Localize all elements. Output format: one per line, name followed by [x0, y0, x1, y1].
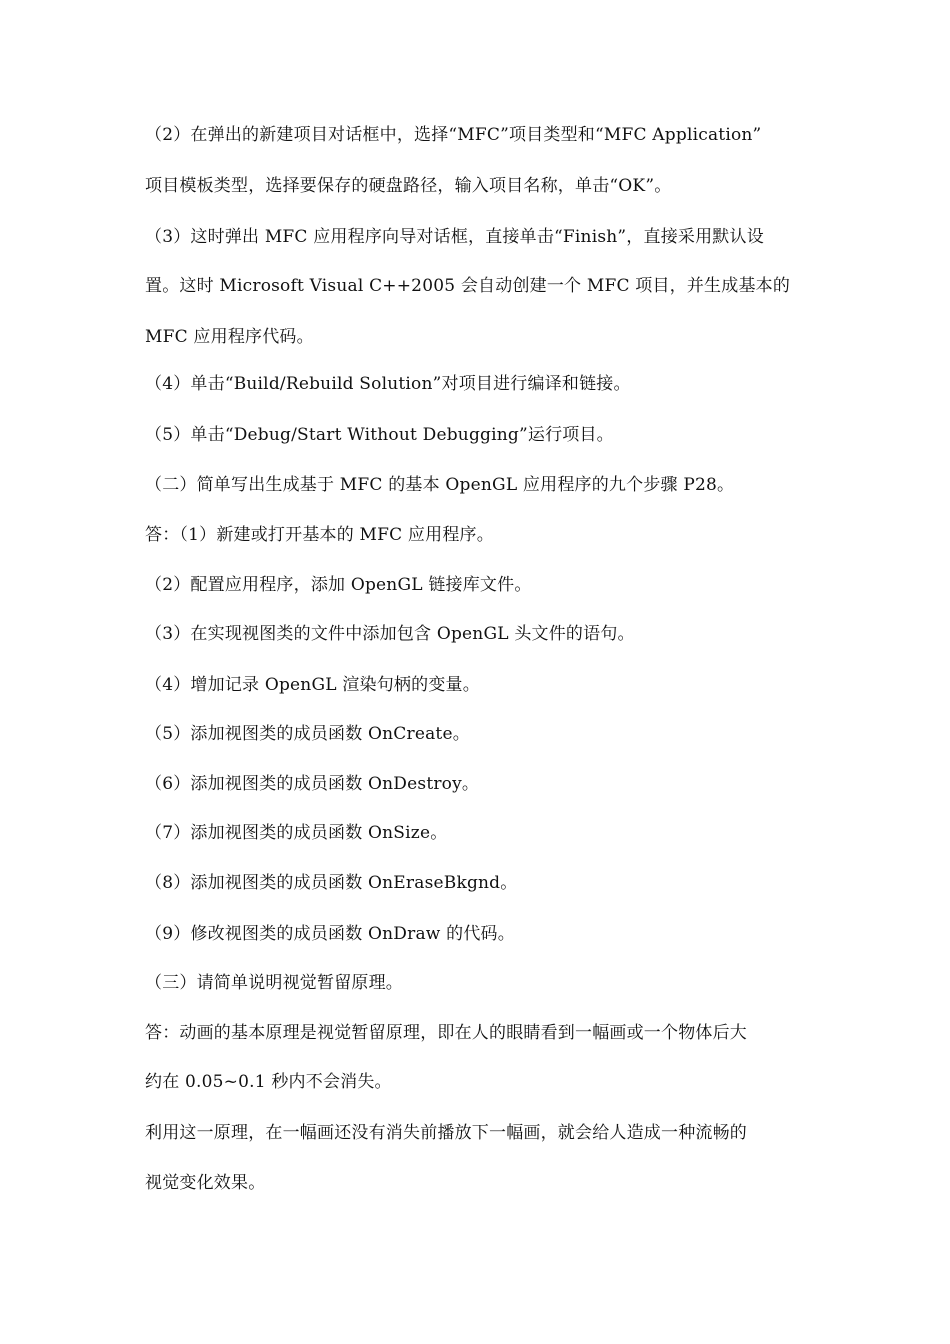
text-line: （7）添加视图类的成员函数 OnSize。	[145, 823, 448, 843]
text-line: MFC 应用程序代码。	[145, 327, 314, 347]
answer-line: 答：（1）新建或打开基本的 MFC 应用程序。	[145, 525, 494, 545]
text-line: （3）在实现视图类的文件中添加包含 OpenGL 头文件的语句。	[145, 624, 635, 644]
text-line: （4）增加记录 OpenGL 渲染句柄的变量。	[145, 675, 480, 695]
answer-line: 答：动画的基本原理是视觉暂留原理，即在人的眼睛看到一幅画或一个物体后大	[145, 1023, 747, 1043]
text-line: （5）单击“Debug/Start Without Debugging”运行项目。	[145, 425, 614, 445]
section-heading: （三）请简单说明视觉暂留原理。	[145, 973, 403, 993]
text-line: （4）单击“Build/Rebuild Solution”对项目进行编译和链接。	[145, 374, 631, 394]
text-line: （8）添加视图类的成员函数 OnEraseBkgnd。	[145, 873, 518, 893]
text-line: 视觉变化效果。	[145, 1173, 266, 1193]
text-line: （2）在弹出的新建项目对话框中，选择“MFC”项目类型和“MFC Application”	[145, 125, 762, 145]
text-line: 置。这时 Microsoft Visual C++2005 会自动创建一个 MFC 项目，并生成基本的	[145, 276, 791, 296]
section-heading: （二）简单写出生成基于 MFC 的基本 OpenGL 应用程序的九个步骤 P28。	[145, 475, 735, 495]
text-line: （9）修改视图类的成员函数 OnDraw 的代码。	[145, 924, 515, 944]
text-line: （6）添加视图类的成员函数 OnDestroy。	[145, 774, 480, 794]
text-line: （2）配置应用程序，添加 OpenGL 链接库文件。	[145, 575, 532, 595]
text-line: 约在 0.05~0.1 秒内不会消失。	[145, 1072, 392, 1092]
text-line: （5）添加视图类的成员函数 OnCreate。	[145, 724, 470, 744]
text-line: 项目模板类型，选择要保存的硬盘路径，输入项目名称，单击“OK”。	[145, 176, 672, 196]
text-line: 利用这一原理，在一幅画还没有消失前播放下一幅画，就会给人造成一种流畅的	[145, 1123, 747, 1143]
text-line: （3）这时弹出 MFC 应用程序向导对话框，直接单击“Finish”，直接采用默认设	[145, 227, 764, 247]
